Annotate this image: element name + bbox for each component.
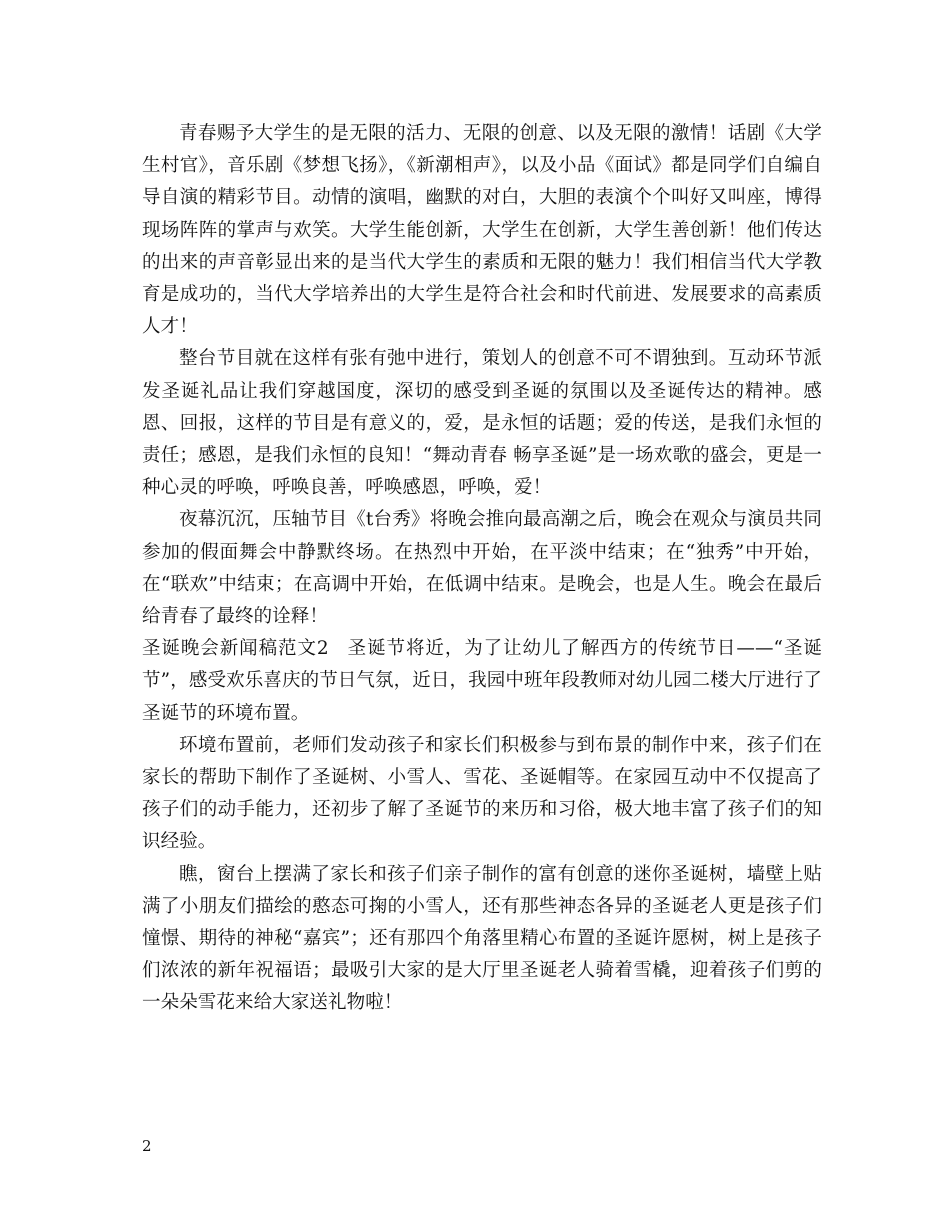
paragraph-2: 整台节目就在这样有张有弛中进行，策划人的创意不可不谓独到。互动环节派发圣诞礼品让我们穿越国度，深切的感受到圣诞的氛围以及圣诞传达的精神。感恩、回报，这样的节目是有意义的，爱，是永恒的话题；爱的传送，是我们永恒的责任；感恩，是我们永恒的良知！“舞动青春 畅享圣诞”是一场欢歌的盛会，更是一种心灵的呼唤，呼唤良善，呼唤感恩，呼唤，爱！: [142, 348, 822, 499]
page-number: 2: [142, 1137, 152, 1155]
paragraph-5: 环境布置前，老师们发动孩子和家长们积极参与到布景的制作中来，孩子们在家长的帮助下制作了圣诞树、小雪人、雪花、圣诞帽等。在家园互动中不仅提高了孩子们的动手能力，还初步了解了圣诞节的来历和习俗，极大地丰富了孩子们的知识经验。: [142, 734, 822, 853]
paragraph-1: 青春赐予大学生的是无限的活力、无限的创意、以及无限的激情！话剧《大学生村官》，音乐剧《梦想飞扬》，《新潮相声》，以及小品《面试》都是同学们自编自导自演的精彩节目。动情的演唱，幽默的对白，大胆的表演个个叫好又叫座，博得现场阵阵的掌声与欢笑。大学生能创新，大学生在创新，大学生善创新！他们传达的出来的声音彰显出来的是当代大学生的素质和无限的魅力！我们相信当代大学教育是成功的，当代大学培养出的大学生是符合社会和时代前进、发展要求的高素质人才！: [142, 123, 822, 338]
section-2-lead-paragraph: [142, 633, 822, 730]
paragraph-6: 瞧，窗台上摆满了家长和孩子们亲子制作的富有创意的迷你圣诞树，墙壁上贴满了小朋友们描绘的憨态可掬的小雪人，还有那些神态各异的圣诞老人更是孩子们憧憬、期待的神秘“嘉宾”；还有那四个角落里精心布置的圣诞许愿树，树上是孩子们浓浓的新年祝福语；最吸引大家的是大厅里圣诞老人骑着雪橇，迎着孩子们剪的一朵朵雪花来给大家送礼物啦！: [142, 863, 822, 1014]
document-body: [142, 118, 822, 1020]
paragraph-3: 夜幕沉沉，压轴节目《t台秀》将晚会推向最高潮之后，晚会在观众与演员共同参加的假面舞会中静默终场。在热烈中开始，在平淡中结束；在“独秀”中开始，在“联欢”中结束；在高调中开始，在低调中结束。是晚会，也是人生。晚会在最后给青春了最终的诠释！: [142, 509, 822, 628]
section-2-lead-text: 圣诞节将近，为了让幼儿了解西方的传统节日——“圣诞节”，感受欢乐喜庆的节日气氛，近日，我园中班年段教师对幼儿园二楼大厅进行了圣诞节的环境布置。: [142, 638, 822, 724]
section-2-title: 圣诞晚会新闻稿范文2: [142, 638, 329, 660]
